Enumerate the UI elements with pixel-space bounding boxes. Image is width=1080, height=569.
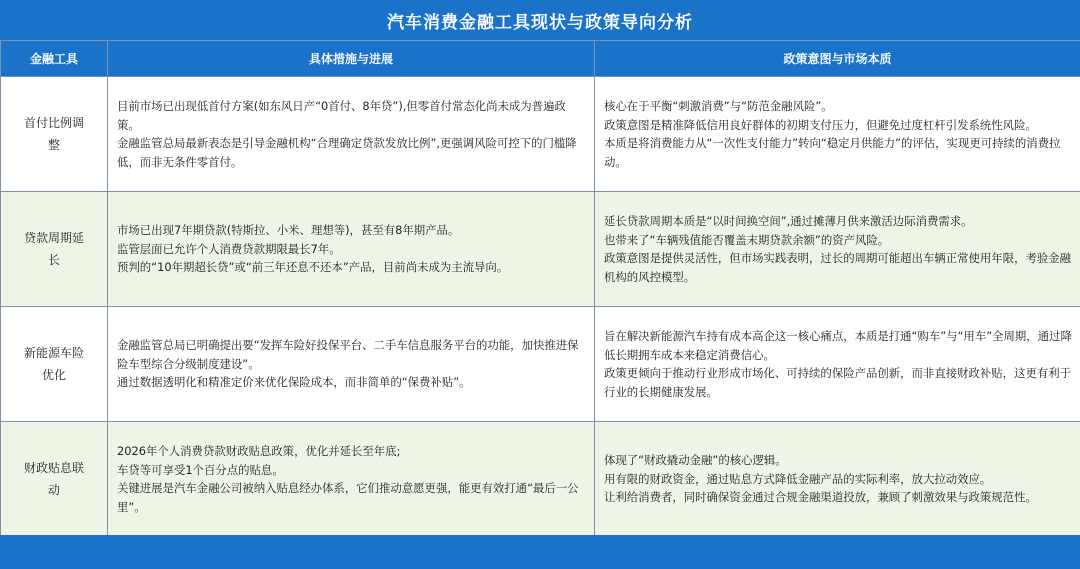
measure-line: 2026年个人消费贷款财政贴息政策，优化并延长至年底;	[117, 444, 401, 458]
measures-cell	[108, 192, 595, 307]
intent-cell	[595, 422, 1080, 537]
tool-cell: 贷款周期延长	[1, 192, 108, 307]
footer-bar	[0, 535, 1080, 569]
measures-cell	[108, 77, 595, 192]
measure-line: 车贷等可享受1个百分点的贴息。	[117, 462, 284, 477]
measure-line: 监管层面已允许个人消费贷款期限最长7年。	[117, 241, 341, 256]
table-row	[1, 307, 1080, 422]
intent-cell	[595, 77, 1080, 192]
tool-cell: 首付比例调整	[1, 77, 108, 192]
measure-line: 通过数据透明化和精准定价来优化保险成本，而非简单的“保费补贴”。	[117, 375, 471, 390]
measures-cell	[108, 307, 595, 422]
table-row	[1, 422, 1080, 537]
policy-table	[0, 40, 1080, 537]
measure-line: 金融监管总局最新表态是引导金融机构“合理确定贷款发放比例”,更强调风险可控下的门槛降低，而非无条件零首付。	[117, 136, 577, 169]
intent-line: 政策意图是提供灵活性，但市场实践表明，过长的周期可能超出车辆正常使用年限，考验金融机构的风控模型。	[604, 251, 1072, 284]
intent-line: 也带来了“车辆残值能否覆盖末期贷款余额”的资产风险。	[604, 232, 890, 247]
header-tool: 金融工具	[1, 41, 108, 77]
intent-cell	[595, 307, 1080, 422]
intent-cell	[595, 192, 1080, 307]
intent-line: 旨在解决新能源汽车持有成本高企这一核心痛点，本质是打通“购车”与“用车”全周期，通过降低长期拥车成本来稳定消费信心。	[604, 329, 1072, 362]
measure-line: 预判的“10年期超长贷”或“前三年还息不还本”产品，目前尚未成为主流导向。	[117, 260, 509, 275]
intent-line: 政策更倾向于推动行业形成市场化、可持续的保险产品创新，而非直接财政补贴，这更有利于行业的长期健康发展。	[604, 366, 1072, 399]
measure-line: 金融监管总局已明确提出要“发挥车险好投保平台、二手车信息服务平台的功能，加快推进保险车型综合分级制度建设”。	[117, 338, 579, 371]
intent-line: 本质是将消费能力从“一次性支付能力”转向“稳定月供能力”的评估，实现更可持续的消费拉动。	[604, 136, 1061, 169]
intent-line: 用有限的财政资金，通过贴息方式降低金融产品的实际利率，放大拉动效应。	[604, 471, 992, 486]
tool-cell: 财政贴息联动	[1, 422, 108, 537]
header-intent: 政策意图与市场本质	[595, 41, 1080, 77]
header-measures: 具体措施与进展	[108, 41, 595, 77]
intent-line: 核心在于平衡“刺激消费”与“防范金融风险”。	[604, 99, 833, 113]
measure-line: 目前市场已出现低首付方案(如东风日产“0首付、8年贷”),但零首付常态化尚未成为普遍政策。	[117, 99, 566, 132]
measures-cell	[108, 422, 595, 537]
page-title: 汽车消费金融工具现状与政策导向分析	[0, 0, 1080, 40]
intent-line: 延长贷款周期本质是“以时间换空间”,通过摊薄月供来激活边际消费需求。	[604, 214, 973, 228]
measure-line: 市场已出现7年期贷款(特斯拉、小米、理想等)，甚至有8年期产品。	[117, 223, 460, 238]
intent-line: 让利给消费者，同时确保资金通过合规金融渠道投放，兼顾了刺激效果与政策规范性。	[604, 490, 1037, 505]
table-header-row	[1, 41, 1080, 77]
tool-cell: 新能源车险优化	[1, 307, 108, 422]
measure-line: 关键进展是汽车金融公司被纳入贴息经办体系，它们推动意愿更强，能更有效打通“最后一公里”。	[117, 481, 579, 514]
table-row	[1, 77, 1080, 192]
intent-line: 政策意图是精准降低信用良好群体的初期支付压力，但避免过度杠杆引发系统性风险。	[604, 117, 1037, 132]
intent-line: 体现了“财政撬动金融”的核心逻辑。	[604, 453, 787, 468]
table-row	[1, 192, 1080, 307]
